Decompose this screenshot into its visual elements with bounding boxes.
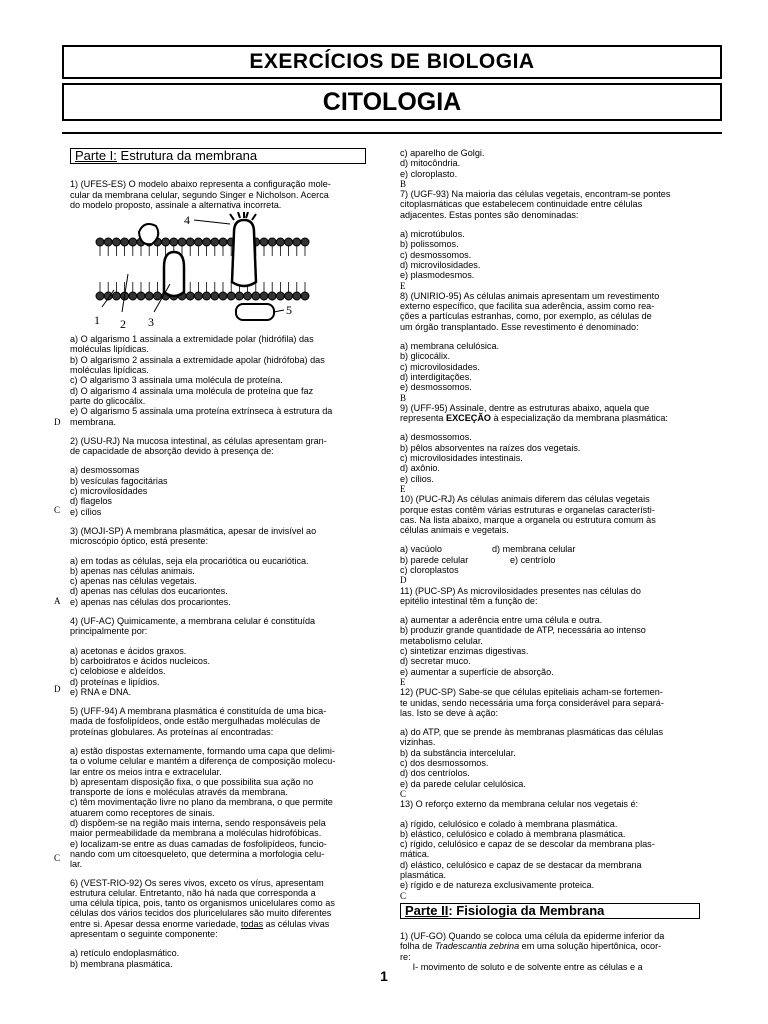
lipid-head	[96, 292, 104, 300]
left-column	[70, 148, 366, 969]
q6-continued: c) aparelho de Golgi. d) mitocôndria. e) cloroplasto. B	[400, 148, 485, 189]
figure-label-4: 4	[184, 213, 190, 228]
lipid-head	[260, 238, 268, 246]
part2-label: : Fisiologia da Membrana	[448, 902, 605, 918]
lipid-head	[219, 238, 227, 246]
lipid-head	[268, 292, 276, 300]
answer-q8: B	[400, 392, 407, 403]
lipid-head	[244, 292, 252, 300]
lipid-head	[112, 238, 120, 246]
lipid-head	[129, 292, 137, 300]
lipid-head	[137, 292, 145, 300]
lipid-heads	[96, 238, 309, 300]
lipid-head	[227, 292, 235, 300]
figure-label-2: 2	[120, 317, 126, 331]
q10-text: 10) (PUC-RJ) As células animais diferem das células vegetais porque estas contêm várias estruturas e organelas característi- cas. Na lista abaixo, marque a organela ou estrutura comum às células animais e vegetais.	[400, 494, 656, 536]
answer-q12: C	[400, 788, 407, 799]
lipid-head	[170, 238, 178, 246]
protein-5	[236, 304, 274, 320]
answer-q7: E	[400, 280, 406, 291]
answer-q9: E	[400, 483, 406, 494]
figure-label-5: 5	[286, 303, 292, 318]
q12-text: 12) (PUC-SP) Sabe-se que células epiteliais acham-se fortemen- te unidas, sendo necessária uma força considerável para separá- las. Isto se deve à ação:	[400, 687, 664, 718]
page-number: 1	[380, 968, 388, 984]
lipid-head	[268, 238, 276, 246]
q8-text: 8) (UNIRIO-95) As células animais apresentam um revestimento externo específico, que facilita sua aderência, assim como rea- ções a partículas estranhas, como, por exemplo, as células de um órgão transplantado. Esse revestimento é denominado:	[400, 290, 660, 332]
lipid-head	[194, 238, 202, 246]
q6-options: a) retículo endoplasmático. b) membrana plasmática.	[70, 948, 180, 969]
q5-options: a) estão dispostas externamente, formando uma capa que delimi- ta o volume celular e mantém a diferença de composição molecu- lar entre os meios intra e extracelular. b) apresentam disposição fixa, o que possibilita sua ação no transporte de íons e moléculas através da membrana. c) têm movimentação livre no plano da membrana, o que permite atuarem como receptores de sinais. d) dispõem-se na região mais interna, sendo responsáveis pela maior permeabilidade da membrana a moléculas hidrofóbicas. e) localizam-se entre as duas camadas de fosfolipídeos, funcio- nando com um citoesqueleto, que determina a morfologia celu- lar.	[70, 745, 336, 870]
integral-protein	[232, 220, 256, 286]
section-heading-part1	[70, 148, 366, 164]
lipid-head	[104, 238, 112, 246]
lipid-head	[301, 238, 309, 246]
answer-q2: C	[54, 505, 61, 515]
q11-text: 11) (PUC-SP) As microvilosidades presentes nas células do epitélio intestinal têm a função de:	[400, 585, 641, 606]
document-title: EXERCÍCIOS DE BIOLOGIA	[249, 50, 535, 73]
q11-options: a) aumentar a aderência entre uma célula e outra. b) produzir grande quantidade de ATP, necessária ao intenso metabolismo celular. c) sintetizar enzimas digestivas. d) secretar muco. e) aumentar a superfície de absorção. E	[400, 615, 646, 687]
q2-text: 2) (USU-RJ) Na mucosa intestinal, as células apresentam gran- de capacidade de absorção devido à presença de:	[70, 435, 327, 457]
lipid-head	[276, 238, 284, 246]
part1-label: Estrutura da membrana	[116, 148, 258, 163]
lipid-head	[145, 292, 153, 300]
q3-text: 3) (MOJI-SP) A membrana plasmática, apesar de invisível ao microscópio óptico, está presente:	[70, 525, 317, 547]
lipid-head	[178, 238, 186, 246]
part2-prefix: Parte II	[405, 902, 449, 918]
lipid-head	[162, 238, 170, 246]
lipid-head	[211, 238, 219, 246]
q7-options: a) microtúbulos. b) polissomos. c) desmossomos. d) microvilosidades. e) plasmodesmos. E	[400, 229, 481, 291]
q9-text: 9) (UFF-95) Assinale, dentre as estruturas abaixo, aquela que representa EXCEÇÃO à especialização da membrana plasmática:	[400, 402, 668, 424]
answer-q11: E	[400, 676, 406, 687]
answer-q1: D	[54, 417, 61, 427]
lipid-head	[301, 292, 309, 300]
answer-q5: C	[54, 853, 61, 863]
q12-options: a) do ATP, que se prende às membranas plasmáticas das células vizinhas. b) da substância intercelular. c) dos desmossomos. d) dos centríolos. e) da parede celular celulósica. C	[400, 727, 664, 799]
lipid-head	[96, 238, 104, 246]
lipid-head	[203, 238, 211, 246]
title-box	[62, 45, 722, 79]
lipid-head	[285, 292, 293, 300]
lipid-head	[293, 238, 301, 246]
q7-text: 7) (UGF-93) Na maioria das células vegetais, encontram-se pontes citoplasmáticas que estabelecem continuidade entre células adjacentes. Estas pontes são denominadas:	[400, 189, 671, 220]
q5-text: 5) (UFF-94) A membrana plasmática é constituída de uma bica- mada de fosfolipídeos, onde estão mergulhadas moléculas de proteínas globulares. As proteínas aí encontradas:	[70, 706, 327, 737]
q8-options: a) membrana celulósica. b) glicocálix. c) microvilosidades. d) interdigitações. e) desmossomos. B	[400, 341, 500, 403]
label-line-5	[274, 310, 284, 312]
subtitle-box	[62, 83, 722, 121]
q4-options: a) acetonas e ácidos graxos. b) carboidratos e ácidos nucleicos. c) celobiose e aldeídos. d) proteínas e lipídios. e) RNA e DNA.	[70, 645, 211, 697]
protein-top	[139, 224, 158, 244]
lipid-head	[203, 292, 211, 300]
q13-options: a) rígido, celulósico e colado à membrana plasmática. b) elástico, celulósico e colado à membrana plasmática. c) rígido, celulósico e capaz de se descolar da membrana plas- mática. d) elástico, celulósico e capaz de se destacar da membrana plasmática. e) rígido e de natureza exclusivamente proteica. C	[400, 818, 655, 901]
q6-text: 6) (VEST-RIO-92) Os seres vivos, exceto os vírus, apresentam estrutura celular. Entretanto, não há nada que corresponda a uma célula típica, pois, tanto os organismos unicelulares como as células dos vários tecidos dos pluricelulares são muito diferentes entre si. Apesar dessa enorme variedade, todas as células vivas apresentam o seguinte componente:	[70, 877, 335, 940]
lipid-head	[293, 292, 301, 300]
membrane-diagram	[84, 212, 314, 330]
q10-options: a) vacúolo d) membrana celular b) parede celular e) centríolo c) cloroplastos D	[400, 544, 700, 585]
part2-q1-text: 1) (UF-GO) Quando se coloca uma célula da epiderme inferior da folha de Tradescantia zebrina em uma solução hipertônica, ocor- re: I- movimento de soluto e de solvente entre as células e a	[400, 931, 665, 973]
q1-text: 1) (UFES-ES) O modelo abaixo representa a configuração mole- cular da membrana celular, segundo Singer e Nicholson. Acerca do modelo proposto, assinale a alternativa incorreta.	[70, 179, 331, 210]
header-rule	[62, 132, 722, 134]
lipid-head	[252, 292, 260, 300]
q13-text: 13) O reforço externo da membrana celular nos vegetais é:	[400, 799, 639, 810]
lipid-head	[186, 238, 194, 246]
lipid-head	[112, 292, 120, 300]
lipid-head	[211, 292, 219, 300]
lipid-head	[219, 292, 227, 300]
lipid-head	[121, 238, 129, 246]
right-column	[400, 148, 700, 972]
answer-q6: B	[400, 178, 407, 189]
lipid-head	[285, 238, 293, 246]
figure-label-3: 3	[148, 315, 154, 330]
q4-text: 4) (UF-AC) Quimicamente, a membrana celular é constituída principalmente por:	[70, 616, 316, 637]
lipid-head	[260, 292, 268, 300]
lipid-head	[235, 292, 243, 300]
lipid-head	[194, 292, 202, 300]
q1-options: a) O algarismo 1 assinala a extremidade polar (hidrófila) das moléculas lipídicas. b) O algarismo 2 assinala a extremidade apolar (hidrófoba) das moléculas lipídicas. c) O algarismo 3 assinala uma molécula de proteína. d) O algarismo 4 assinala uma molécula de proteína que faz parte do glicocálix. e) O algarismo 5 assinala uma proteína extrínseca à estrutura da membrana.	[70, 334, 333, 427]
q9-options: a) desmossomos. b) pêlos absorventes na raízes dos vegetais. c) microvilosidades intestinais. d) axônio. e) cílios. E	[400, 432, 581, 494]
answer-q13: C	[400, 890, 407, 901]
lipid-head	[153, 292, 161, 300]
lipid-head	[129, 238, 137, 246]
part1-prefix: Parte I:	[75, 148, 117, 163]
lipid-head	[276, 292, 284, 300]
section-heading-part2	[400, 903, 700, 919]
figure-label-1: 1	[94, 313, 100, 328]
answer-q3: A	[54, 596, 61, 606]
q3-options: a) em todas as células, seja ela procariótica ou eucariótica. b) apenas nas células animais. c) apenas nas células vegetais. d) apenas nas células dos eucariontes. e) apenas nas células dos procariontes.	[70, 555, 309, 607]
answer-q4: D	[54, 684, 61, 694]
q2-options: a) desmossomas b) vesículas fagocitárias c) microvilosidades d) flagelos e) cílios	[70, 465, 168, 517]
label-line-4	[194, 220, 230, 224]
document-subtitle: CITOLOGIA	[322, 88, 462, 116]
lipid-head	[186, 292, 194, 300]
answer-q10: D	[400, 575, 407, 586]
